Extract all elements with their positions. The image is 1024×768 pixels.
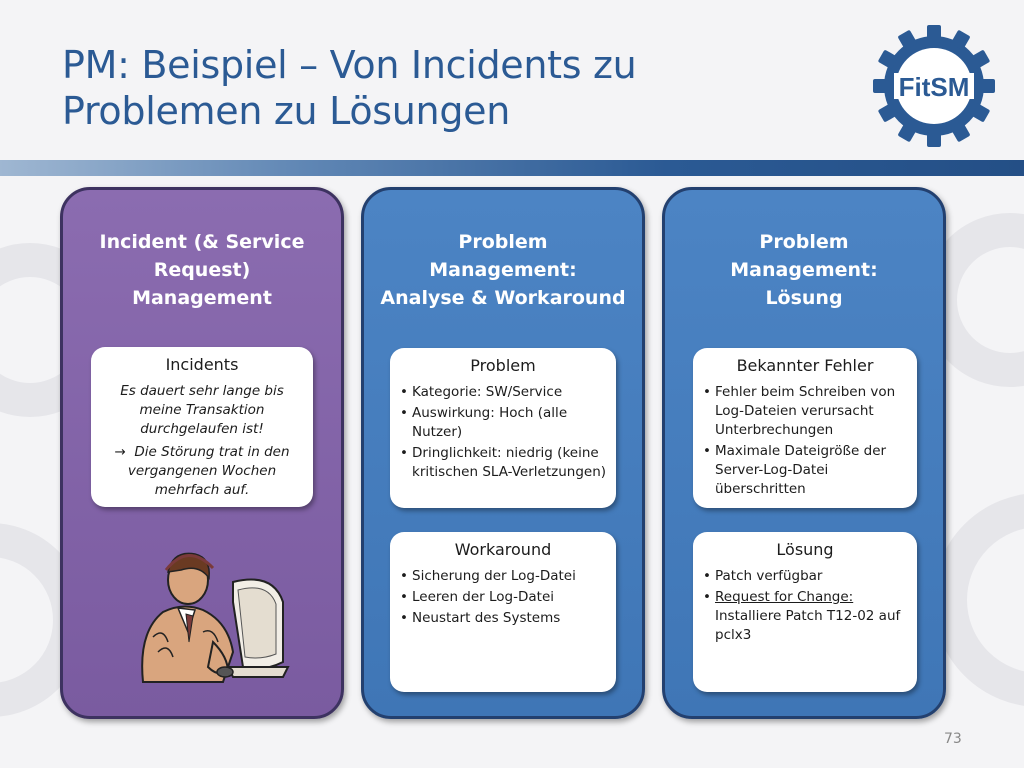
column-title-line: Management: bbox=[429, 259, 577, 281]
list-item: • Leeren der Log-Datei bbox=[400, 589, 555, 605]
slide-title bbox=[62, 42, 802, 134]
problem-list bbox=[390, 383, 616, 482]
list-item: • Neustart des Systems bbox=[400, 610, 561, 626]
list-item: • Maximale Dateigröße der Server-Log-Datei überschritten bbox=[703, 443, 887, 497]
column-title-line: Management: bbox=[730, 259, 878, 281]
title-divider-bar bbox=[0, 160, 1024, 176]
incident-quote bbox=[91, 382, 313, 439]
incidents-card bbox=[91, 347, 313, 507]
column-title bbox=[364, 228, 642, 312]
problem-card bbox=[390, 348, 616, 508]
column-title bbox=[63, 228, 341, 312]
column-title-line: Lösung bbox=[765, 287, 843, 309]
known-error-list bbox=[693, 383, 917, 499]
card-title: Problem bbox=[470, 356, 536, 375]
fitsm-logo bbox=[873, 25, 995, 147]
slide-title-line-1: PM: Beispiel – Von Incidents zu bbox=[62, 43, 637, 87]
card-title: Bekannter Fehler bbox=[736, 356, 874, 375]
column-title-line: Request) bbox=[153, 259, 251, 281]
solution-card bbox=[693, 532, 917, 692]
page-number: 73 bbox=[944, 731, 962, 747]
incident-consequence-line: vergangenen Wochen bbox=[127, 463, 277, 479]
column-title bbox=[665, 228, 943, 312]
request-for-change-link[interactable]: Request for Change: bbox=[715, 589, 854, 605]
list-item: • Auswirkung: Hoch (alle Nutzer) bbox=[400, 405, 568, 440]
card-title: Workaround bbox=[454, 540, 552, 559]
incident-consequence-line: Die Störung trat in den bbox=[134, 444, 290, 460]
person-at-computer-illustration bbox=[133, 542, 303, 692]
column-title-line: Problem bbox=[759, 231, 849, 253]
logo-text: FitSM bbox=[898, 72, 970, 102]
incident-quote-line: meine Transaktion bbox=[139, 402, 265, 418]
card-title: Lösung bbox=[776, 540, 834, 559]
workaround-list bbox=[390, 567, 616, 628]
list-item: • Sicherung der Log-Datei bbox=[400, 568, 576, 584]
workaround-card bbox=[390, 532, 616, 692]
column-problem-analysis bbox=[361, 187, 645, 719]
list-item: • Patch verfügbar bbox=[703, 568, 823, 584]
column-problem-solution bbox=[662, 187, 946, 719]
list-item: • Fehler beim Schreiben von Log-Dateien verursacht Unterbrechungen bbox=[703, 384, 896, 438]
incident-consequence bbox=[91, 443, 313, 500]
column-title-line: Management bbox=[132, 287, 272, 309]
solution-list bbox=[693, 567, 917, 645]
incident-quote-line: Es dauert sehr lange bis bbox=[120, 383, 284, 399]
list-item: • Dringlichkeit: niedrig (keine kritischen SLA-Verletzungen) bbox=[400, 445, 607, 480]
known-error-card bbox=[693, 348, 917, 508]
incident-consequence-line: mehrfach auf. bbox=[154, 482, 250, 498]
column-incident-management bbox=[60, 187, 344, 719]
incident-quote-line: durchgelaufen ist! bbox=[140, 421, 264, 437]
list-item: • Request for Change: Installiere Patch T12-02 auf pclx3 bbox=[703, 589, 901, 643]
arrow-right-icon: → bbox=[114, 444, 126, 460]
column-title-line: Analyse & Workaround bbox=[380, 287, 626, 309]
list-item: • Kategorie: SW/Service bbox=[400, 384, 563, 400]
column-title-line: Problem bbox=[458, 231, 548, 253]
column-title-line: Incident (& Service bbox=[99, 231, 305, 253]
card-title: Incidents bbox=[165, 355, 239, 374]
slide-title-line-2: Problemen zu Lösungen bbox=[62, 89, 511, 133]
